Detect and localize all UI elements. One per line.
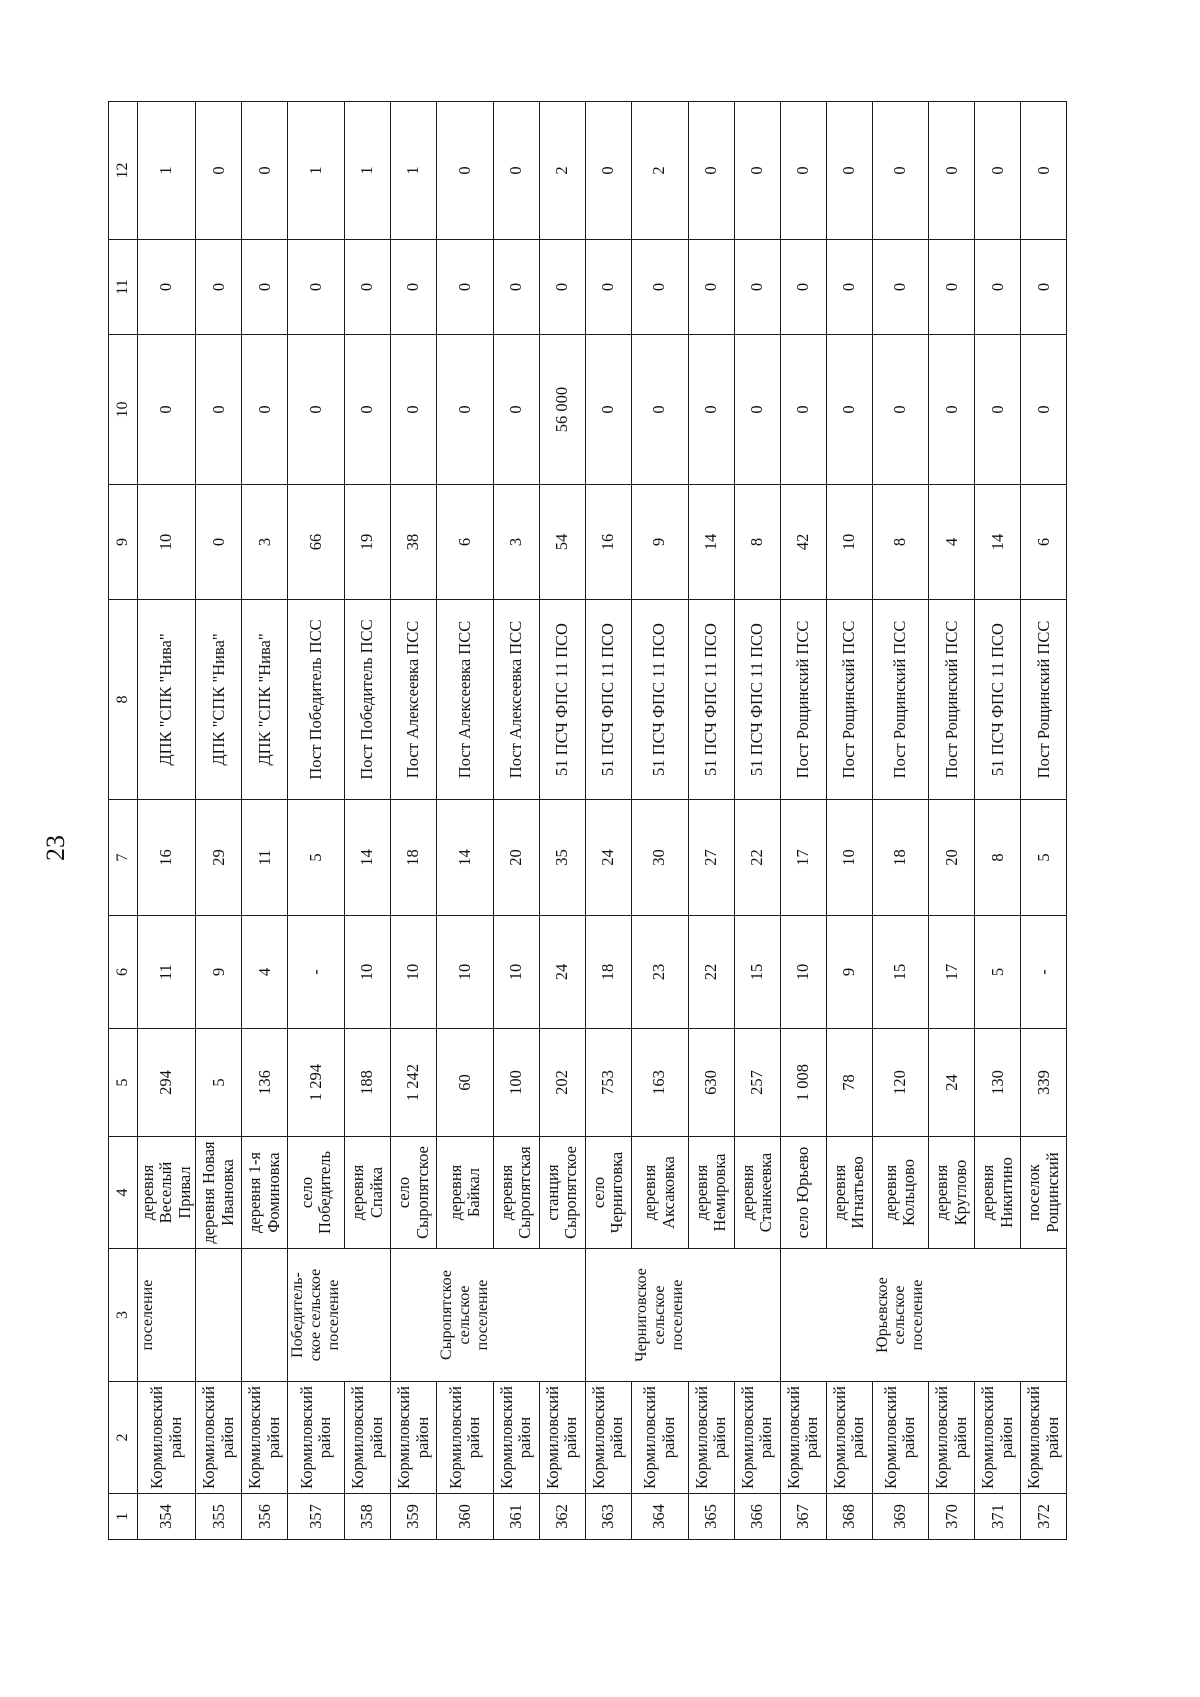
column-6-cell: 9 <box>826 916 872 1029</box>
municipality-cell <box>929 1249 975 1382</box>
settlement-cell: село Черниговка <box>585 1137 631 1249</box>
fire-unit-cell: Пост Алексеевка ПСС <box>437 600 494 800</box>
column-number-7: 7 <box>109 800 138 916</box>
column-7-cell: 24 <box>585 800 631 916</box>
column-7-cell: 29 <box>196 800 242 916</box>
fire-coverage-table <box>108 101 1067 1540</box>
table-row <box>196 102 242 1540</box>
settlement-cell: поселок Рощинский <box>1021 1137 1067 1249</box>
header-row <box>109 102 138 1540</box>
column-11-cell: 0 <box>437 240 494 335</box>
column-10-cell: 0 <box>345 335 391 485</box>
fire-unit-cell: Пост Победитель ПСС <box>288 600 345 800</box>
column-6-cell: 5 <box>975 916 1021 1029</box>
row-number: 355 <box>196 1494 242 1540</box>
district-cell: Кормиловский район <box>631 1382 688 1494</box>
table-rotation-wrapper <box>108 101 1067 1540</box>
column-7-cell: 8 <box>975 800 1021 916</box>
fire-unit-cell: 51 ПСЧ ФПС 11 ПСО <box>539 600 585 800</box>
district-cell: Кормиловский район <box>242 1382 288 1494</box>
column-6-cell: 9 <box>196 916 242 1029</box>
district-cell: Кормиловский район <box>493 1382 539 1494</box>
column-11-cell: 0 <box>585 240 631 335</box>
row-number: 361 <box>493 1494 539 1540</box>
district-cell: Кормиловский район <box>975 1382 1021 1494</box>
row-number: 367 <box>780 1494 826 1540</box>
row-number: 360 <box>437 1494 494 1540</box>
row-number: 363 <box>585 1494 631 1540</box>
municipality-cell: Сыропятское сельское поселение <box>437 1249 494 1382</box>
column-7-cell: 30 <box>631 800 688 916</box>
column-12-cell: 0 <box>242 102 288 240</box>
column-9-cell: 8 <box>734 485 780 600</box>
settlement-cell: деревня Сыропятская <box>493 1137 539 1249</box>
population-cell: 294 <box>138 1029 196 1137</box>
column-10-cell: 0 <box>631 335 688 485</box>
row-number: 362 <box>539 1494 585 1540</box>
district-cell: Кормиловский район <box>929 1382 975 1494</box>
column-11-cell: 0 <box>631 240 688 335</box>
municipality-cell <box>539 1249 585 1382</box>
fire-unit-cell: Пост Алексеевка ПСС <box>493 600 539 800</box>
table-row <box>138 102 196 1540</box>
municipality-cell: Юрьевское сельское поселение <box>872 1249 929 1382</box>
column-9-cell: 42 <box>780 485 826 600</box>
district-cell: Кормиловский район <box>585 1382 631 1494</box>
column-6-cell: 10 <box>345 916 391 1029</box>
district-cell: Кормиловский район <box>826 1382 872 1494</box>
district-cell: Кормиловский район <box>1021 1382 1067 1494</box>
column-10-cell: 56 000 <box>539 335 585 485</box>
settlement-cell: деревня Новая Ивановка <box>196 1137 242 1249</box>
row-number: 365 <box>688 1494 734 1540</box>
population-cell: 1 242 <box>391 1029 437 1137</box>
column-9-cell: 14 <box>688 485 734 600</box>
column-6-cell: 10 <box>780 916 826 1029</box>
settlement-cell: деревня Немировка <box>688 1137 734 1249</box>
district-cell: Кормиловский район <box>734 1382 780 1494</box>
population-cell: 188 <box>345 1029 391 1137</box>
population-cell: 163 <box>631 1029 688 1137</box>
column-10-cell: 0 <box>138 335 196 485</box>
settlement-cell: станция Сыропятское <box>539 1137 585 1249</box>
table-row <box>1021 102 1067 1540</box>
column-10-cell: 0 <box>872 335 929 485</box>
column-11-cell: 0 <box>288 240 345 335</box>
column-6-cell: 18 <box>585 916 631 1029</box>
table-row <box>734 102 780 1540</box>
column-11-cell: 0 <box>242 240 288 335</box>
municipality-cell <box>585 1249 631 1382</box>
fire-unit-cell: Пост Алексеевка ПСС <box>391 600 437 800</box>
row-number: 364 <box>631 1494 688 1540</box>
table-row <box>975 102 1021 1540</box>
fire-unit-cell: ДПК "СПК "Нива" <box>242 600 288 800</box>
column-12-cell: 0 <box>780 102 826 240</box>
table-row <box>391 102 437 1540</box>
column-number-4: 4 <box>109 1137 138 1249</box>
settlement-cell: деревня Круглово <box>929 1137 975 1249</box>
column-11-cell: 0 <box>345 240 391 335</box>
column-7-cell: 17 <box>780 800 826 916</box>
fire-unit-cell: 51 ПСЧ ФПС 11 ПСО <box>975 600 1021 800</box>
fire-unit-cell: Пост Рощинский ПСС <box>1021 600 1067 800</box>
settlement-cell: деревня Аксаковка <box>631 1137 688 1249</box>
municipality-cell: Черниговское сельское поселение <box>631 1249 688 1382</box>
settlement-cell: деревня Станкеевка <box>734 1137 780 1249</box>
fire-unit-cell: 51 ПСЧ ФПС 11 ПСО <box>734 600 780 800</box>
population-cell: 120 <box>872 1029 929 1137</box>
column-9-cell: 38 <box>391 485 437 600</box>
table-row <box>539 102 585 1540</box>
column-7-cell: 5 <box>1021 800 1067 916</box>
column-10-cell: 0 <box>196 335 242 485</box>
table-row <box>872 102 929 1540</box>
table-row <box>780 102 826 1540</box>
row-number: 371 <box>975 1494 1021 1540</box>
page-number: 23 <box>41 835 70 861</box>
table-row <box>826 102 872 1540</box>
column-10-cell: 0 <box>288 335 345 485</box>
column-6-cell: - <box>1021 916 1067 1029</box>
district-cell: Кормиловский район <box>437 1382 494 1494</box>
column-7-cell: 18 <box>872 800 929 916</box>
population-cell: 202 <box>539 1029 585 1137</box>
fire-unit-cell: ДПК "СПК "Нива" <box>138 600 196 800</box>
row-number: 358 <box>345 1494 391 1540</box>
settlement-cell: деревня Байкал <box>437 1137 494 1249</box>
population-cell: 136 <box>242 1029 288 1137</box>
fire-unit-cell: Пост Рощинский ПСС <box>780 600 826 800</box>
column-9-cell: 3 <box>242 485 288 600</box>
column-number-10: 10 <box>109 335 138 485</box>
column-6-cell: 4 <box>242 916 288 1029</box>
column-11-cell: 0 <box>929 240 975 335</box>
population-cell: 24 <box>929 1029 975 1137</box>
column-12-cell: 1 <box>138 102 196 240</box>
column-number-8: 8 <box>109 600 138 800</box>
column-6-cell: 15 <box>872 916 929 1029</box>
column-11-cell: 0 <box>734 240 780 335</box>
population-cell: 5 <box>196 1029 242 1137</box>
column-9-cell: 4 <box>929 485 975 600</box>
column-6-cell: 10 <box>493 916 539 1029</box>
municipality-cell <box>826 1249 872 1382</box>
row-number: 369 <box>872 1494 929 1540</box>
column-7-cell: 20 <box>493 800 539 916</box>
column-7-cell: 27 <box>688 800 734 916</box>
column-9-cell: 9 <box>631 485 688 600</box>
column-10-cell: 0 <box>391 335 437 485</box>
column-11-cell: 0 <box>138 240 196 335</box>
row-number: 357 <box>288 1494 345 1540</box>
settlement-cell: село Победитель <box>288 1137 345 1249</box>
district-cell: Кормиловский район <box>780 1382 826 1494</box>
fire-unit-cell: 51 ПСЧ ФПС 11 ПСО <box>585 600 631 800</box>
column-number-11: 11 <box>109 240 138 335</box>
row-number: 354 <box>138 1494 196 1540</box>
settlement-cell: деревня Игнатьево <box>826 1137 872 1249</box>
column-11-cell: 0 <box>391 240 437 335</box>
column-7-cell: 14 <box>345 800 391 916</box>
column-9-cell: 0 <box>196 485 242 600</box>
column-6-cell: 15 <box>734 916 780 1029</box>
column-12-cell: 0 <box>975 102 1021 240</box>
population-cell: 60 <box>437 1029 494 1137</box>
district-cell: Кормиловский район <box>138 1382 196 1494</box>
column-9-cell: 3 <box>493 485 539 600</box>
column-number-2: 2 <box>109 1382 138 1494</box>
table-row <box>585 102 631 1540</box>
column-9-cell: 10 <box>826 485 872 600</box>
fire-unit-cell: 51 ПСЧ ФПС 11 ПСО <box>631 600 688 800</box>
population-cell: 1 294 <box>288 1029 345 1137</box>
column-7-cell: 11 <box>242 800 288 916</box>
district-cell: Кормиловский район <box>688 1382 734 1494</box>
column-10-cell: 0 <box>493 335 539 485</box>
column-number-1: 1 <box>109 1494 138 1540</box>
column-11-cell: 0 <box>688 240 734 335</box>
district-cell: Кормиловский район <box>391 1382 437 1494</box>
row-number: 372 <box>1021 1494 1067 1540</box>
column-10-cell: 0 <box>929 335 975 485</box>
district-cell: Кормиловский район <box>872 1382 929 1494</box>
municipality-cell <box>345 1249 391 1382</box>
population-cell: 257 <box>734 1029 780 1137</box>
municipality-cell: поселение <box>138 1249 196 1382</box>
row-number: 366 <box>734 1494 780 1540</box>
municipality-cell <box>780 1249 826 1382</box>
column-12-cell: 1 <box>391 102 437 240</box>
municipality-cell <box>493 1249 539 1382</box>
population-cell: 100 <box>493 1029 539 1137</box>
row-number: 359 <box>391 1494 437 1540</box>
column-12-cell: 0 <box>826 102 872 240</box>
municipality-cell <box>975 1249 1021 1382</box>
column-11-cell: 0 <box>1021 240 1067 335</box>
column-7-cell: 16 <box>138 800 196 916</box>
population-cell: 630 <box>688 1029 734 1137</box>
population-cell: 1 008 <box>780 1029 826 1137</box>
column-6-cell: 24 <box>539 916 585 1029</box>
municipality-cell <box>688 1249 734 1382</box>
column-6-cell: 23 <box>631 916 688 1029</box>
column-12-cell: 2 <box>539 102 585 240</box>
column-number-12: 12 <box>109 102 138 240</box>
column-9-cell: 6 <box>437 485 494 600</box>
column-9-cell: 10 <box>138 485 196 600</box>
municipality-cell: Победитель- ское сельское поселение <box>288 1249 345 1382</box>
district-cell: Кормиловский район <box>196 1382 242 1494</box>
column-7-cell: 14 <box>437 800 494 916</box>
column-12-cell: 0 <box>688 102 734 240</box>
column-7-cell: 20 <box>929 800 975 916</box>
column-10-cell: 0 <box>826 335 872 485</box>
column-9-cell: 54 <box>539 485 585 600</box>
municipality-cell <box>1021 1249 1067 1382</box>
column-number-9: 9 <box>109 485 138 600</box>
municipality-cell <box>734 1249 780 1382</box>
column-11-cell: 0 <box>196 240 242 335</box>
district-cell: Кормиловский район <box>288 1382 345 1494</box>
column-12-cell: 0 <box>929 102 975 240</box>
fire-unit-cell: ДПК "СПК "Нива" <box>196 600 242 800</box>
column-10-cell: 0 <box>437 335 494 485</box>
column-9-cell: 14 <box>975 485 1021 600</box>
column-12-cell: 0 <box>196 102 242 240</box>
fire-unit-cell: Пост Рощинский ПСС <box>929 600 975 800</box>
row-number: 356 <box>242 1494 288 1540</box>
population-cell: 753 <box>585 1029 631 1137</box>
settlement-cell: село Сыропятское <box>391 1137 437 1249</box>
column-number-3: 3 <box>109 1249 138 1382</box>
column-11-cell: 0 <box>826 240 872 335</box>
municipality-cell <box>242 1249 288 1382</box>
table-row <box>437 102 494 1540</box>
column-11-cell: 0 <box>539 240 585 335</box>
column-9-cell: 6 <box>1021 485 1067 600</box>
column-6-cell: 10 <box>391 916 437 1029</box>
settlement-cell: деревня Спайка <box>345 1137 391 1249</box>
column-11-cell: 0 <box>780 240 826 335</box>
column-9-cell: 19 <box>345 485 391 600</box>
fire-unit-cell: Пост Рощинский ПСС <box>826 600 872 800</box>
table-row <box>242 102 288 1540</box>
population-cell: 339 <box>1021 1029 1067 1137</box>
fire-unit-cell: Пост Победитель ПСС <box>345 600 391 800</box>
settlement-cell: деревня 1-я Фоминовка <box>242 1137 288 1249</box>
column-12-cell: 0 <box>437 102 494 240</box>
municipality-cell <box>196 1249 242 1382</box>
column-7-cell: 5 <box>288 800 345 916</box>
settlement-cell: деревня Кольцово <box>872 1137 929 1249</box>
column-9-cell: 8 <box>872 485 929 600</box>
row-number: 368 <box>826 1494 872 1540</box>
column-10-cell: 0 <box>1021 335 1067 485</box>
district-cell: Кормиловский район <box>345 1382 391 1494</box>
column-10-cell: 0 <box>688 335 734 485</box>
column-6-cell: 11 <box>138 916 196 1029</box>
row-number: 370 <box>929 1494 975 1540</box>
fire-unit-cell: 51 ПСЧ ФПС 11 ПСО <box>688 600 734 800</box>
population-cell: 78 <box>826 1029 872 1137</box>
column-9-cell: 66 <box>288 485 345 600</box>
column-11-cell: 0 <box>493 240 539 335</box>
table-row <box>631 102 688 1540</box>
column-12-cell: 0 <box>585 102 631 240</box>
settlement-cell: деревня Никитино <box>975 1137 1021 1249</box>
column-10-cell: 0 <box>780 335 826 485</box>
district-cell: Кормиловский район <box>539 1382 585 1494</box>
settlement-cell: село Юрьево <box>780 1137 826 1249</box>
column-10-cell: 0 <box>585 335 631 485</box>
column-11-cell: 0 <box>872 240 929 335</box>
column-12-cell: 1 <box>345 102 391 240</box>
table-row <box>493 102 539 1540</box>
table-row <box>688 102 734 1540</box>
settlement-cell: деревня Веселый Привал <box>138 1137 196 1249</box>
table-row <box>288 102 345 1540</box>
table-row <box>345 102 391 1540</box>
column-7-cell: 18 <box>391 800 437 916</box>
column-number-5: 5 <box>109 1029 138 1137</box>
column-6-cell: - <box>288 916 345 1029</box>
column-number-6: 6 <box>109 916 138 1029</box>
column-11-cell: 0 <box>975 240 1021 335</box>
table-row <box>929 102 975 1540</box>
column-12-cell: 0 <box>734 102 780 240</box>
column-10-cell: 0 <box>975 335 1021 485</box>
column-7-cell: 22 <box>734 800 780 916</box>
fire-unit-cell: Пост Рощинский ПСС <box>872 600 929 800</box>
column-10-cell: 0 <box>734 335 780 485</box>
municipality-cell <box>391 1249 437 1382</box>
column-12-cell: 1 <box>288 102 345 240</box>
column-7-cell: 10 <box>826 800 872 916</box>
column-12-cell: 2 <box>631 102 688 240</box>
column-6-cell: 17 <box>929 916 975 1029</box>
column-12-cell: 0 <box>1021 102 1067 240</box>
column-6-cell: 10 <box>437 916 494 1029</box>
column-12-cell: 0 <box>493 102 539 240</box>
column-7-cell: 35 <box>539 800 585 916</box>
column-12-cell: 0 <box>872 102 929 240</box>
column-9-cell: 16 <box>585 485 631 600</box>
column-10-cell: 0 <box>242 335 288 485</box>
column-6-cell: 22 <box>688 916 734 1029</box>
population-cell: 130 <box>975 1029 1021 1137</box>
